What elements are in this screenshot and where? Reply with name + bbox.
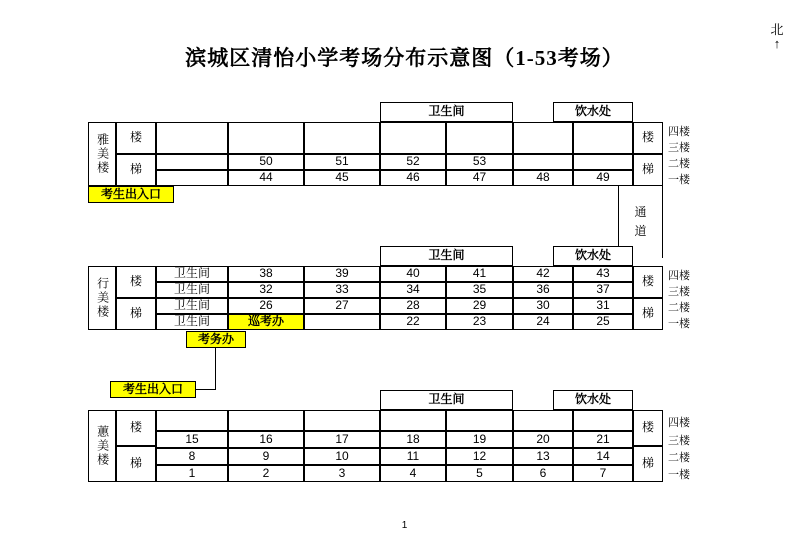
cell-xingmei-r0-c6: 43 (573, 266, 633, 282)
stairs-huimei-right-bottom: 梯 (633, 446, 663, 482)
cell-huimei-r3-c1: 2 (228, 465, 304, 482)
cell-huimei-r0-c6 (573, 410, 633, 431)
patrol-office-label: 巡考办 (228, 314, 304, 330)
cell-yamei-r0-c2 (304, 122, 380, 154)
cell-huimei-r2-c0: 8 (156, 448, 228, 465)
cell-huimei-r1-c1: 16 (228, 431, 304, 448)
stairs-xingmei-left-top: 楼 (116, 266, 156, 298)
cell-xingmei-r0-c2: 39 (304, 266, 380, 282)
cell-xingmei-r0-c5: 42 (513, 266, 573, 282)
cell-xingmei-r1-c0: 卫生间 (156, 282, 228, 298)
cell-xingmei-r2-c2: 27 (304, 298, 380, 314)
cell-xingmei-r1-c3: 34 (380, 282, 446, 298)
building-name-xingmei-text: 行美楼 (95, 277, 110, 319)
cell-xingmei-r0-c0: 卫生间 (156, 266, 228, 282)
toilet-label-xingmei: 卫生间 (380, 246, 513, 266)
cell-xingmei-r2-c6: 31 (573, 298, 633, 314)
cell-huimei-r3-c0: 1 (156, 465, 228, 482)
cell-yamei-r0-c3 (380, 122, 446, 154)
cell-xingmei-r3-c4: 23 (446, 314, 513, 330)
cell-huimei-r1-c4: 19 (446, 431, 513, 448)
cell-huimei-r0-c1 (228, 410, 304, 431)
stairs-xingmei-right-top: 楼 (633, 266, 663, 298)
cell-xingmei-r1-c4: 35 (446, 282, 513, 298)
floor-label-xingmei-3: 三楼 (668, 286, 690, 298)
cell-huimei-r3-c3: 4 (380, 465, 446, 482)
cell-huimei-r2-c3: 11 (380, 448, 446, 465)
water-label-xingmei: 饮水处 (553, 246, 633, 266)
stairs-huimei-left-top: 楼 (116, 410, 156, 446)
compass-north (762, 22, 792, 50)
cell-huimei-r0-c5 (513, 410, 573, 431)
cell-xingmei-r0-c4: 41 (446, 266, 513, 282)
building-name-yamei-text: 雅美楼 (95, 133, 110, 175)
floor-label-huimei-2: 二楼 (668, 452, 690, 464)
stairs-huimei-right-top: 楼 (633, 410, 663, 446)
cell-huimei-r2-c5: 13 (513, 448, 573, 465)
cell-xingmei-r2-c0: 卫生间 (156, 298, 228, 314)
stairs-yamei-right-top: 楼 (633, 122, 663, 154)
floor-label-xingmei-1: 一楼 (668, 318, 690, 330)
cell-yamei-r0-c0 (156, 122, 228, 154)
cell-yamei-r0-c5 (513, 122, 573, 154)
cell-yamei-r3-c5: 48 (513, 170, 573, 186)
floor-label-yamei-1: 一楼 (668, 174, 690, 186)
cell-yamei-r2-c6 (573, 154, 633, 170)
cell-huimei-r1-c0: 15 (156, 431, 228, 448)
stairs-huimei-left-bottom: 梯 (116, 446, 156, 482)
building-name-huimei-text: 蕙美楼 (95, 425, 110, 467)
floor-label-yamei-3: 三楼 (668, 142, 690, 154)
toilet-label-yamei: 卫生间 (380, 102, 513, 122)
cell-xingmei-r3-c6: 25 (573, 314, 633, 330)
compass-label: 北 (770, 22, 784, 37)
stairs-yamei-left-top: 楼 (116, 122, 156, 154)
cell-xingmei-r3-c2 (304, 314, 380, 330)
cell-yamei-r2-c4: 53 (446, 154, 513, 170)
compass-arrow-icon: ↑ (773, 36, 781, 51)
cell-huimei-r2-c2: 10 (304, 448, 380, 465)
stairs-xingmei-left-bottom: 梯 (116, 298, 156, 330)
cell-xingmei-r2-c3: 28 (380, 298, 446, 314)
cell-huimei-r2-c1: 9 (228, 448, 304, 465)
cell-huimei-r3-c2: 3 (304, 465, 380, 482)
cell-yamei-r2-c3: 52 (380, 154, 446, 170)
connector-line-vertical (215, 348, 216, 390)
cell-yamei-r0-c1 (228, 122, 304, 154)
entrance-label-yamei: 考生出入口 (88, 186, 174, 203)
building-name-yamei (88, 122, 116, 186)
exam-office-label: 考务办 (186, 331, 246, 348)
cell-xingmei-r1-c2: 33 (304, 282, 380, 298)
cell-yamei-r3-c3: 46 (380, 170, 446, 186)
floor-label-huimei-3: 三楼 (668, 435, 690, 447)
corridor-char-1: 通 (634, 204, 647, 219)
cell-xingmei-r1-c5: 36 (513, 282, 573, 298)
toilet-label-huimei: 卫生间 (380, 390, 513, 410)
cell-huimei-r0-c4 (446, 410, 513, 431)
stairs-yamei-left-bottom: 梯 (116, 154, 156, 186)
cell-huimei-r3-c4: 5 (446, 465, 513, 482)
cell-yamei-r3-c6: 49 (573, 170, 633, 186)
cell-huimei-r2-c4: 12 (446, 448, 513, 465)
cell-xingmei-r1-c1: 32 (228, 282, 304, 298)
water-label-yamei: 饮水处 (553, 102, 633, 122)
floor-label-xingmei-2: 二楼 (668, 302, 690, 314)
corridor-char-2: 道 (634, 224, 647, 238)
building-name-huimei (88, 410, 116, 482)
building-name-xingmei (88, 266, 116, 330)
cell-yamei-r0-c6 (573, 122, 633, 154)
floor-label-huimei-1: 一楼 (668, 469, 690, 481)
cell-huimei-r0-c0 (156, 410, 228, 431)
floor-label-xingmei-4: 四楼 (668, 270, 690, 282)
cell-xingmei-r0-c1: 38 (228, 266, 304, 282)
cell-xingmei-r3-c0: 卫生间 (156, 314, 228, 330)
cell-huimei-r1-c2: 17 (304, 431, 380, 448)
cell-xingmei-r3-c3: 22 (380, 314, 446, 330)
page-title: 滨城区清怡小学考场分布示意图（1-53考场） (185, 46, 624, 70)
page-number: 1 (401, 520, 408, 531)
cell-yamei-r3-c0 (156, 170, 228, 186)
cell-huimei-r1-c6: 21 (573, 431, 633, 448)
cell-xingmei-r1-c6: 37 (573, 282, 633, 298)
cell-huimei-r1-c5: 20 (513, 431, 573, 448)
cell-yamei-r2-c2: 51 (304, 154, 380, 170)
cell-huimei-r3-c6: 7 (573, 465, 633, 482)
cell-xingmei-r2-c4: 29 (446, 298, 513, 314)
cell-xingmei-r2-c5: 30 (513, 298, 573, 314)
stairs-yamei-right-bottom: 梯 (633, 154, 663, 186)
stairs-xingmei-right-bottom: 梯 (633, 298, 663, 330)
connector-line-horizontal (196, 389, 216, 390)
cell-yamei-r2-c5 (513, 154, 573, 170)
cell-yamei-r0-c4 (446, 122, 513, 154)
cell-yamei-r3-c4: 47 (446, 170, 513, 186)
cell-huimei-r2-c6: 14 (573, 448, 633, 465)
cell-huimei-r0-c2 (304, 410, 380, 431)
cell-huimei-r3-c5: 6 (513, 465, 573, 482)
cell-huimei-r1-c3: 18 (380, 431, 446, 448)
cell-huimei-r0-c3 (380, 410, 446, 431)
cell-xingmei-r0-c3: 40 (380, 266, 446, 282)
cell-xingmei-r3-c5: 24 (513, 314, 573, 330)
cell-yamei-r2-c1: 50 (228, 154, 304, 170)
cell-yamei-r3-c2: 45 (304, 170, 380, 186)
water-label-huimei: 饮水处 (553, 390, 633, 410)
cell-yamei-r2-c0 (156, 154, 228, 170)
floor-label-yamei-4: 四楼 (668, 126, 690, 138)
entrance-label-huimei: 考生出入口 (110, 381, 196, 398)
floor-label-huimei-4: 四楼 (668, 417, 690, 429)
cell-yamei-r3-c1: 44 (228, 170, 304, 186)
floor-label-yamei-2: 二楼 (668, 158, 690, 170)
cell-xingmei-r2-c1: 26 (228, 298, 304, 314)
